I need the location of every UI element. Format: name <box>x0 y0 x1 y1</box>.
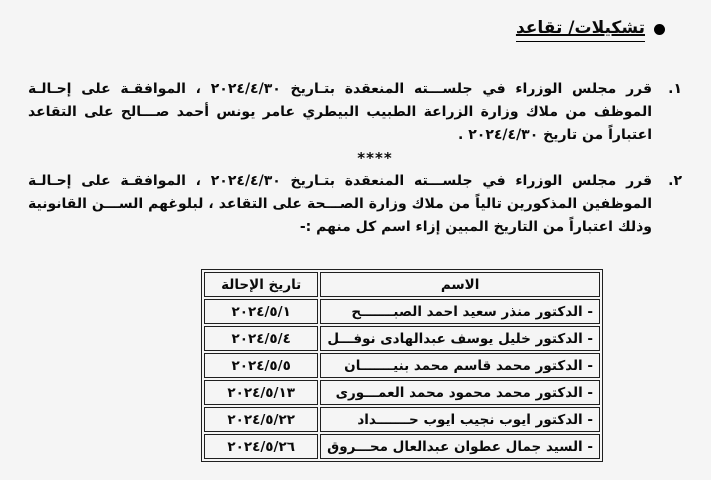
section-title: تشكيلات/ تقاعد <box>516 18 645 42</box>
name-cell: - الدكتور محمد محمود محمد العمـــورى <box>320 380 600 405</box>
retirees-table <box>201 269 603 462</box>
decree-text-2: قرر مجلس الوزراء في جلســـته المنعقدة بتـاريخ ٢٠٢٤/٤/٣٠ ، الموافقـة على إحـالـة الموظفين المذكورين تالياً من ملاك وزارة الصـــحة على التقاعد ، لبلوغهم الســـن القانونية وذلك اعتباراً من التاريخ المبين إزاء اسم كل منهم :- <box>28 173 653 236</box>
table-row <box>204 434 600 459</box>
name-cell: - الدكتور منذر سعيد احمد الصبـــــــح <box>320 299 600 324</box>
name-cell: - السيد جمال عطوان عبدالعال محـــروق <box>320 434 600 459</box>
date-cell: ٢٠٢٤/٥/١ <box>204 299 318 324</box>
table-row <box>204 326 600 351</box>
date-cell: ٢٠٢٤/٥/٢٢ <box>204 407 318 432</box>
date-cell: ٢٠٢٤/٥/٥ <box>204 353 318 378</box>
table-row <box>204 353 600 378</box>
date-cell: ٢٠٢٤/٥/١٣ <box>204 380 318 405</box>
list-number-2: ٢. <box>668 173 682 190</box>
name-cell: - الدكتور ايوب نجيب ايوب حـــــــداد <box>320 407 600 432</box>
table-header-row <box>204 272 600 297</box>
decree-paragraph-1 <box>28 78 682 147</box>
date-cell: ٢٠٢٤/٥/٤ <box>204 326 318 351</box>
list-number-1: ١. <box>668 81 682 98</box>
table-header-name: الاسم <box>320 272 600 297</box>
table-header-date: تاريخ الإحالة <box>204 272 318 297</box>
name-cell: - الدكتور محمد قاسم محمد بنيـــــــان <box>320 353 600 378</box>
stars-separator: **** <box>357 149 393 168</box>
table-row <box>204 407 600 432</box>
section-heading <box>28 18 665 42</box>
date-cell: ٢٠٢٤/٥/٢٦ <box>204 434 318 459</box>
retirees-table-wrapper <box>28 269 603 462</box>
table-row <box>204 380 600 405</box>
bullet-icon <box>654 24 665 35</box>
table-row <box>204 299 600 324</box>
name-cell: - الدكتور خليل يوسف عبدالهادى نوفـــل <box>320 326 600 351</box>
decree-paragraph-2 <box>28 170 682 239</box>
decree-text-1: قرر مجلس الوزراء في جلســـته المنعقدة بتـاريخ ٢٠٢٤/٤/٣٠ ، الموافقـة على إحـالـة الموظف من ملاك وزارة الزراعة الطبيب البيطري عامر يونس أحمد صـــالح على التقاعد اعتباراً من تاريخ ٢٠٢٤/٤/٣٠ . <box>28 81 653 144</box>
